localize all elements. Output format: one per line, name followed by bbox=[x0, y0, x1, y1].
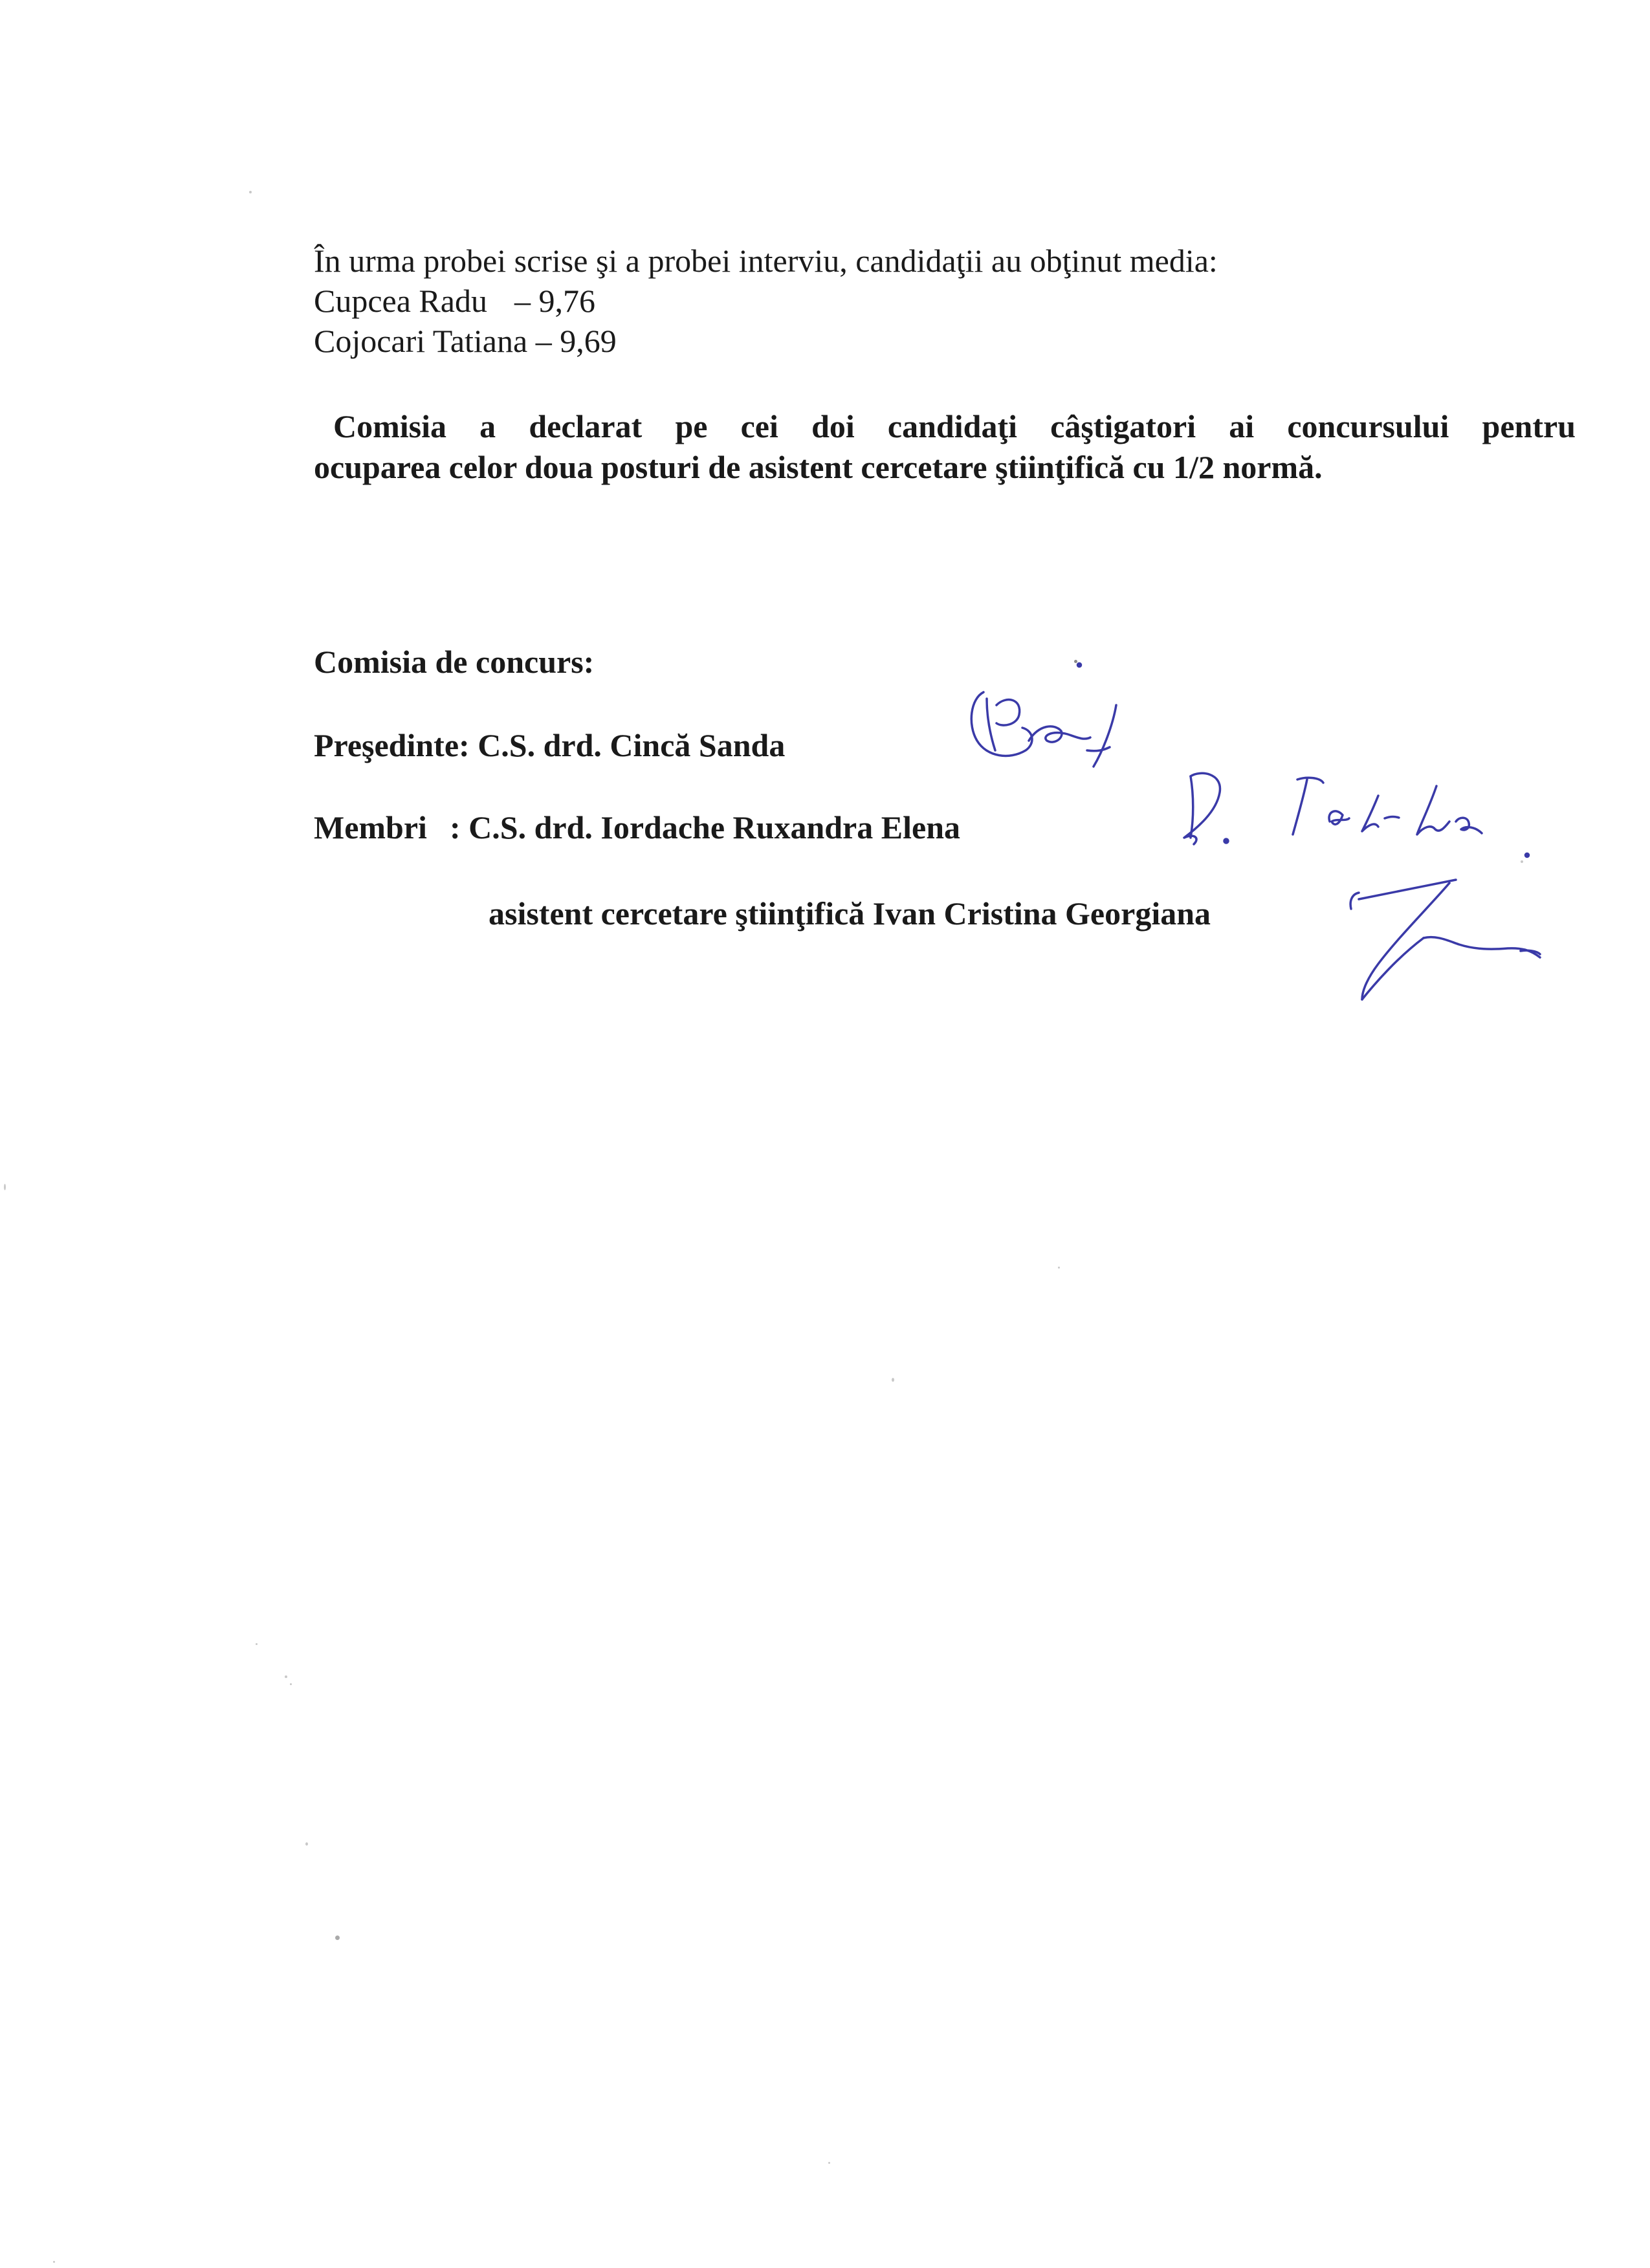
member-name: asistent cercetare ştiinţifică Ivan Cristina Georgiana bbox=[489, 895, 1211, 932]
candidate-score: – 9,76 bbox=[514, 283, 595, 319]
scan-speck bbox=[1058, 1267, 1060, 1269]
member-row bbox=[314, 809, 960, 846]
scan-speck bbox=[256, 1643, 258, 1645]
president-signature bbox=[958, 653, 1152, 783]
scan-speck bbox=[335, 1935, 340, 1940]
declaration-line-1: Comisia a declarat pe cei doi candidaţi câştigatori ai concursului pentru bbox=[333, 408, 1576, 444]
scan-speck bbox=[53, 2261, 55, 2263]
declaration-line-2: ocuparea celor doua posturi de asistent cercetare ştiinţifică cu 1/2 normă. bbox=[314, 449, 1323, 485]
member2-signature bbox=[1326, 854, 1572, 1016]
scan-speck bbox=[285, 1675, 287, 1678]
scan-speck bbox=[1074, 660, 1077, 663]
scan-speck bbox=[4, 1184, 6, 1190]
intro-text: În urma probei scrise şi a probei interviu, candidaţii au obţinut media: bbox=[314, 243, 1218, 279]
president-name: C.S. drd. Cincă Sanda bbox=[478, 727, 786, 763]
candidate-row bbox=[314, 282, 595, 320]
committee-heading: Comisia de concurs: bbox=[314, 644, 595, 680]
scan-speck bbox=[828, 2162, 830, 2164]
president-label: Preşedinte: bbox=[314, 727, 470, 763]
candidate-name: Cojocari Tatiana bbox=[314, 323, 528, 359]
candidate-row bbox=[314, 322, 617, 360]
scan-speck bbox=[1521, 860, 1523, 863]
scan-speck bbox=[892, 1378, 894, 1382]
candidate-score: – 9,69 bbox=[535, 323, 617, 359]
scan-speck bbox=[290, 1683, 292, 1685]
candidate-name: Cupcea Radu bbox=[314, 283, 487, 319]
president-row bbox=[314, 726, 785, 764]
members-label: Membri bbox=[314, 809, 427, 845]
scan-speck bbox=[249, 191, 252, 193]
scan-speck bbox=[305, 1842, 308, 1846]
member-name: C.S. drd. Iordache Ruxandra Elena bbox=[468, 809, 960, 845]
members-separator: : bbox=[450, 809, 461, 845]
